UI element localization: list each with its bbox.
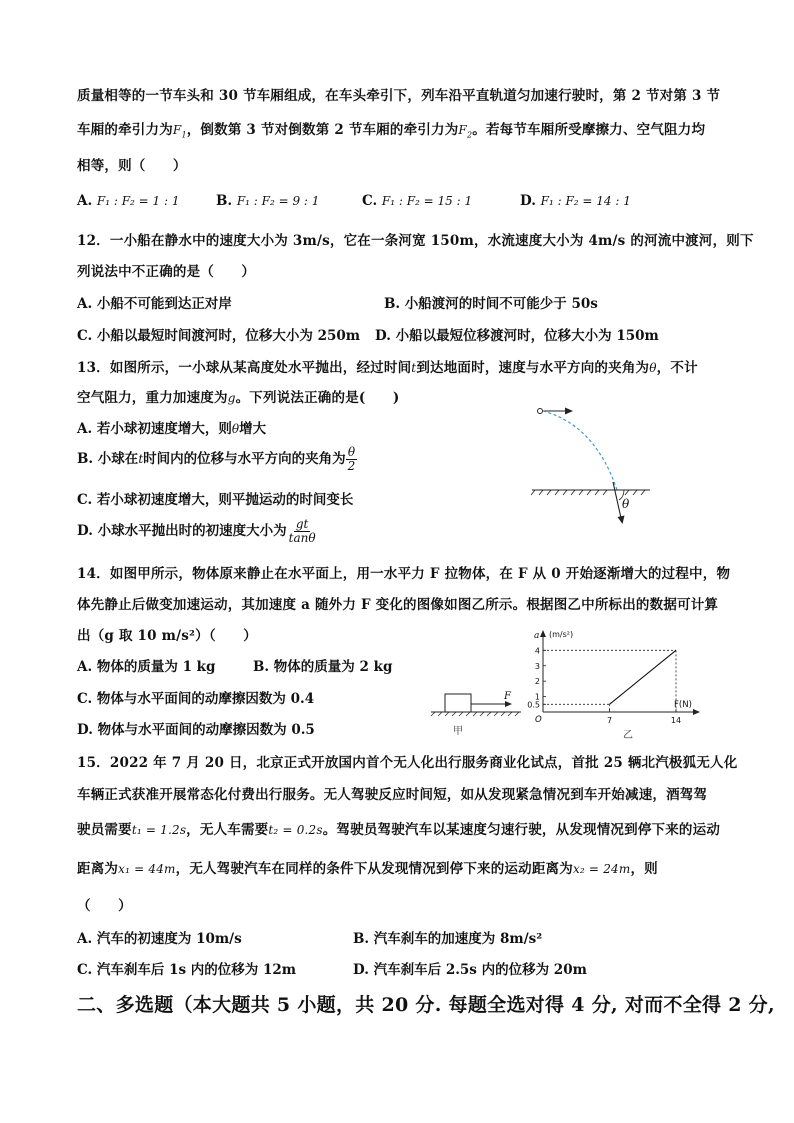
q15-option-a[interactable]: A. 汽车的初速度为 10m/s <box>77 931 242 947</box>
q14-line-1: 14．如图甲所示，物体原来静止在水平面上，用一水平力 F 拉物体，在 F 从 0 开始逐渐增大的过程中，物 <box>77 566 731 582</box>
q11-line-2a: 车厢的牵引力为 <box>77 122 173 138</box>
q14-figure-jia <box>425 686 530 738</box>
q15-line-2: 车辆正式获准开展常态化付费出行服务。无人驾驶反应时间短，如从发现紧急情况到车开始减速，酒驾驾 <box>77 787 708 803</box>
figure-theta-label: θ <box>622 497 630 511</box>
q15-x1: x₁ = 44m <box>118 862 176 876</box>
q12-line-1: 12．一小船在静水中的速度大小为 3m/s，它在一条河宽 150m，水流速度大小为 4m/s 的河流中渡河，则下 <box>77 233 754 249</box>
q13-b-fraction: $\frac{\theta}{2}$ <box>347 445 356 473</box>
q13-t: t <box>411 361 417 375</box>
q14-option-d[interactable]: D. 物体与水平面间的动摩擦因数为 0.5 <box>77 722 315 738</box>
q14-option-c[interactable]: C. 物体与水平面间的动摩擦因数为 0.4 <box>77 691 315 707</box>
x-axis-arrowhead <box>693 709 700 715</box>
q11-option-b[interactable]: B. F₁ : F₂ = 9 : 1 <box>216 193 320 209</box>
q13-option-c[interactable]: C. 若小球初速度增大，则平抛运动的时间变长 <box>77 492 354 508</box>
q15-option-c[interactable]: C. 汽车刹车后 1s 内的位移为 12m <box>77 962 297 978</box>
q14-chart-yi <box>525 628 705 743</box>
x-tick-label: 14 <box>670 716 682 725</box>
section-2-heading: 二、多选题（本大题共 5 小题，共 20 分. 每题全选对得 4 分, 对而不全得 2 分, <box>77 994 775 1016</box>
y-axis-label: a <box>534 631 540 641</box>
q15-x2: x₂ = 24m <box>572 862 631 876</box>
y-tick-label: 0.5 <box>527 700 540 710</box>
x-tick-label: 7 <box>606 716 613 725</box>
y-tick-label: 3 <box>534 661 540 671</box>
q15-option-d[interactable]: D. 汽车刹车后 2.5s 内的位移为 20m <box>353 962 587 978</box>
q11-f2: $F_2$ <box>458 123 473 140</box>
q12-option-d[interactable]: D. 小船以最短位移渡河时，位移大小为 150m <box>375 328 659 344</box>
q13-line-2: 空气阻力，重力加速度为g。下列说法正确的是( ) <box>77 390 400 406</box>
q11-option-a[interactable]: A. F₁ : F₂ = 1 : 1 <box>77 193 180 209</box>
q11-line-2 <box>77 118 705 139</box>
y-tick-label: 2 <box>534 677 540 687</box>
surface-hatching <box>431 712 519 716</box>
q12-line-2: 列说法中不正确的是（ ） <box>77 264 256 280</box>
q11-line-2c: 。若每节车厢所受摩擦力、空气阻力均 <box>472 122 706 138</box>
block <box>445 694 471 712</box>
q13-line-1: 13．如图所示，一小球从某高度处水平抛出，经过时间t到达地面时，速度与水平方向的夹角为θ，不计 <box>77 360 698 376</box>
landing-velocity-arrowhead <box>618 516 625 525</box>
y-tick-label: 4 <box>534 646 540 656</box>
q14-line-2: 体先静止后做变加速运动，其加速度 a 随外力 F 变化的图像如图乙所示。根据图乙中所标出的数据可计算 <box>77 597 719 613</box>
q15-t2: t₂ = 0.2s <box>268 823 323 837</box>
q14-option-b[interactable]: B. 物体的质量为 2 kg <box>253 659 393 675</box>
launch-point <box>538 409 543 414</box>
q13-option-a[interactable]: A. 若小球初速度增大，则θ增大 <box>77 421 267 437</box>
q13-option-b[interactable]: B. 小球在t时间内的位移与水平方向的夹角为 $\frac{\theta}{2}$ <box>77 445 356 473</box>
ground-hatching <box>531 490 645 495</box>
pull-force-label: F <box>504 691 511 702</box>
q11-line-3: 相等，则（ ） <box>77 158 187 174</box>
q15-t1: t₁ = 1.2s <box>131 823 187 837</box>
q11-line-1: 质量相等的一节车头和 30 节车厢组成，在车头牵引下，列车沿平直轨道匀加速行驶时，第 2 节对第 3 节 <box>77 88 721 104</box>
q11-option-c[interactable]: C. F₁ : F₂ = 15 : 1 <box>362 193 473 209</box>
q13-d-fraction: $\frac{gt}{\tan\theta}$ <box>288 517 316 545</box>
trajectory-curve <box>543 411 617 490</box>
q15-line-1: 15．2022 年 7 月 20 日，北京正式开放国内首个无人化出行服务商业化试点，首批 25 辆北汽极狐无人化 <box>77 755 738 771</box>
q12-option-a[interactable]: A. 小船不可能到达正对岸 <box>77 296 232 312</box>
figure-yi-label: 乙 <box>623 730 633 741</box>
q15-option-b[interactable]: B. 汽车刹车的加速度为 8m/s² <box>353 931 543 947</box>
q14-line-3: 出（g 取 10 m/s²）（ ） <box>77 628 257 644</box>
q12-option-b[interactable]: B. 小船渡河的时间不可能少于 50s <box>384 296 598 312</box>
q13-option-d[interactable]: D. 小球水平抛出时的初速度大小为 $\frac{gt}{\tan\theta}$ <box>77 517 316 545</box>
q13-theta: θ <box>649 361 657 375</box>
q11-option-d[interactable]: D. F₁ : F₂ = 14 : 1 <box>520 193 631 209</box>
q12-option-c[interactable]: C. 小船以最短时间渡河时，位移大小为 250m <box>77 328 361 344</box>
landing-velocity-arrow <box>613 482 621 518</box>
q13-projectile-figure <box>525 400 660 530</box>
x-axis-label: F(N) <box>674 700 692 710</box>
figure-jia-label: 甲 <box>453 726 463 737</box>
origin-label: O <box>535 715 542 725</box>
q15-line-3: 驶员需要t₁ = 1.2s，无人车需要t₂ = 0.2s。驾驶员驾驶汽车以某速度匀速行驶，从发现情况到停下来的运动 <box>77 822 721 838</box>
q13-g: g <box>227 391 236 405</box>
q14-option-a[interactable]: A. 物体的质量为 1 kg <box>77 659 216 675</box>
q11-f1: $F_1$ <box>172 123 187 140</box>
y-axis-unit: (m/s²) <box>549 630 574 639</box>
q15-line-4: 距离为x₁ = 44m，无人驾驶汽车在同样的条件下从发现情况到停下来的运动距离为x₂ = 24m，则 <box>77 861 658 877</box>
q11-line-2b: ，倒数第 3 节对倒数第 2 节车厢的牵引力为 <box>186 122 459 138</box>
y-axis-arrowhead <box>540 630 546 637</box>
initial-velocity-arrowhead <box>565 408 573 415</box>
q15-line-5: （ ） <box>77 898 132 914</box>
y-tick-label: 1 <box>534 692 540 702</box>
a-vs-f-line <box>610 650 677 704</box>
